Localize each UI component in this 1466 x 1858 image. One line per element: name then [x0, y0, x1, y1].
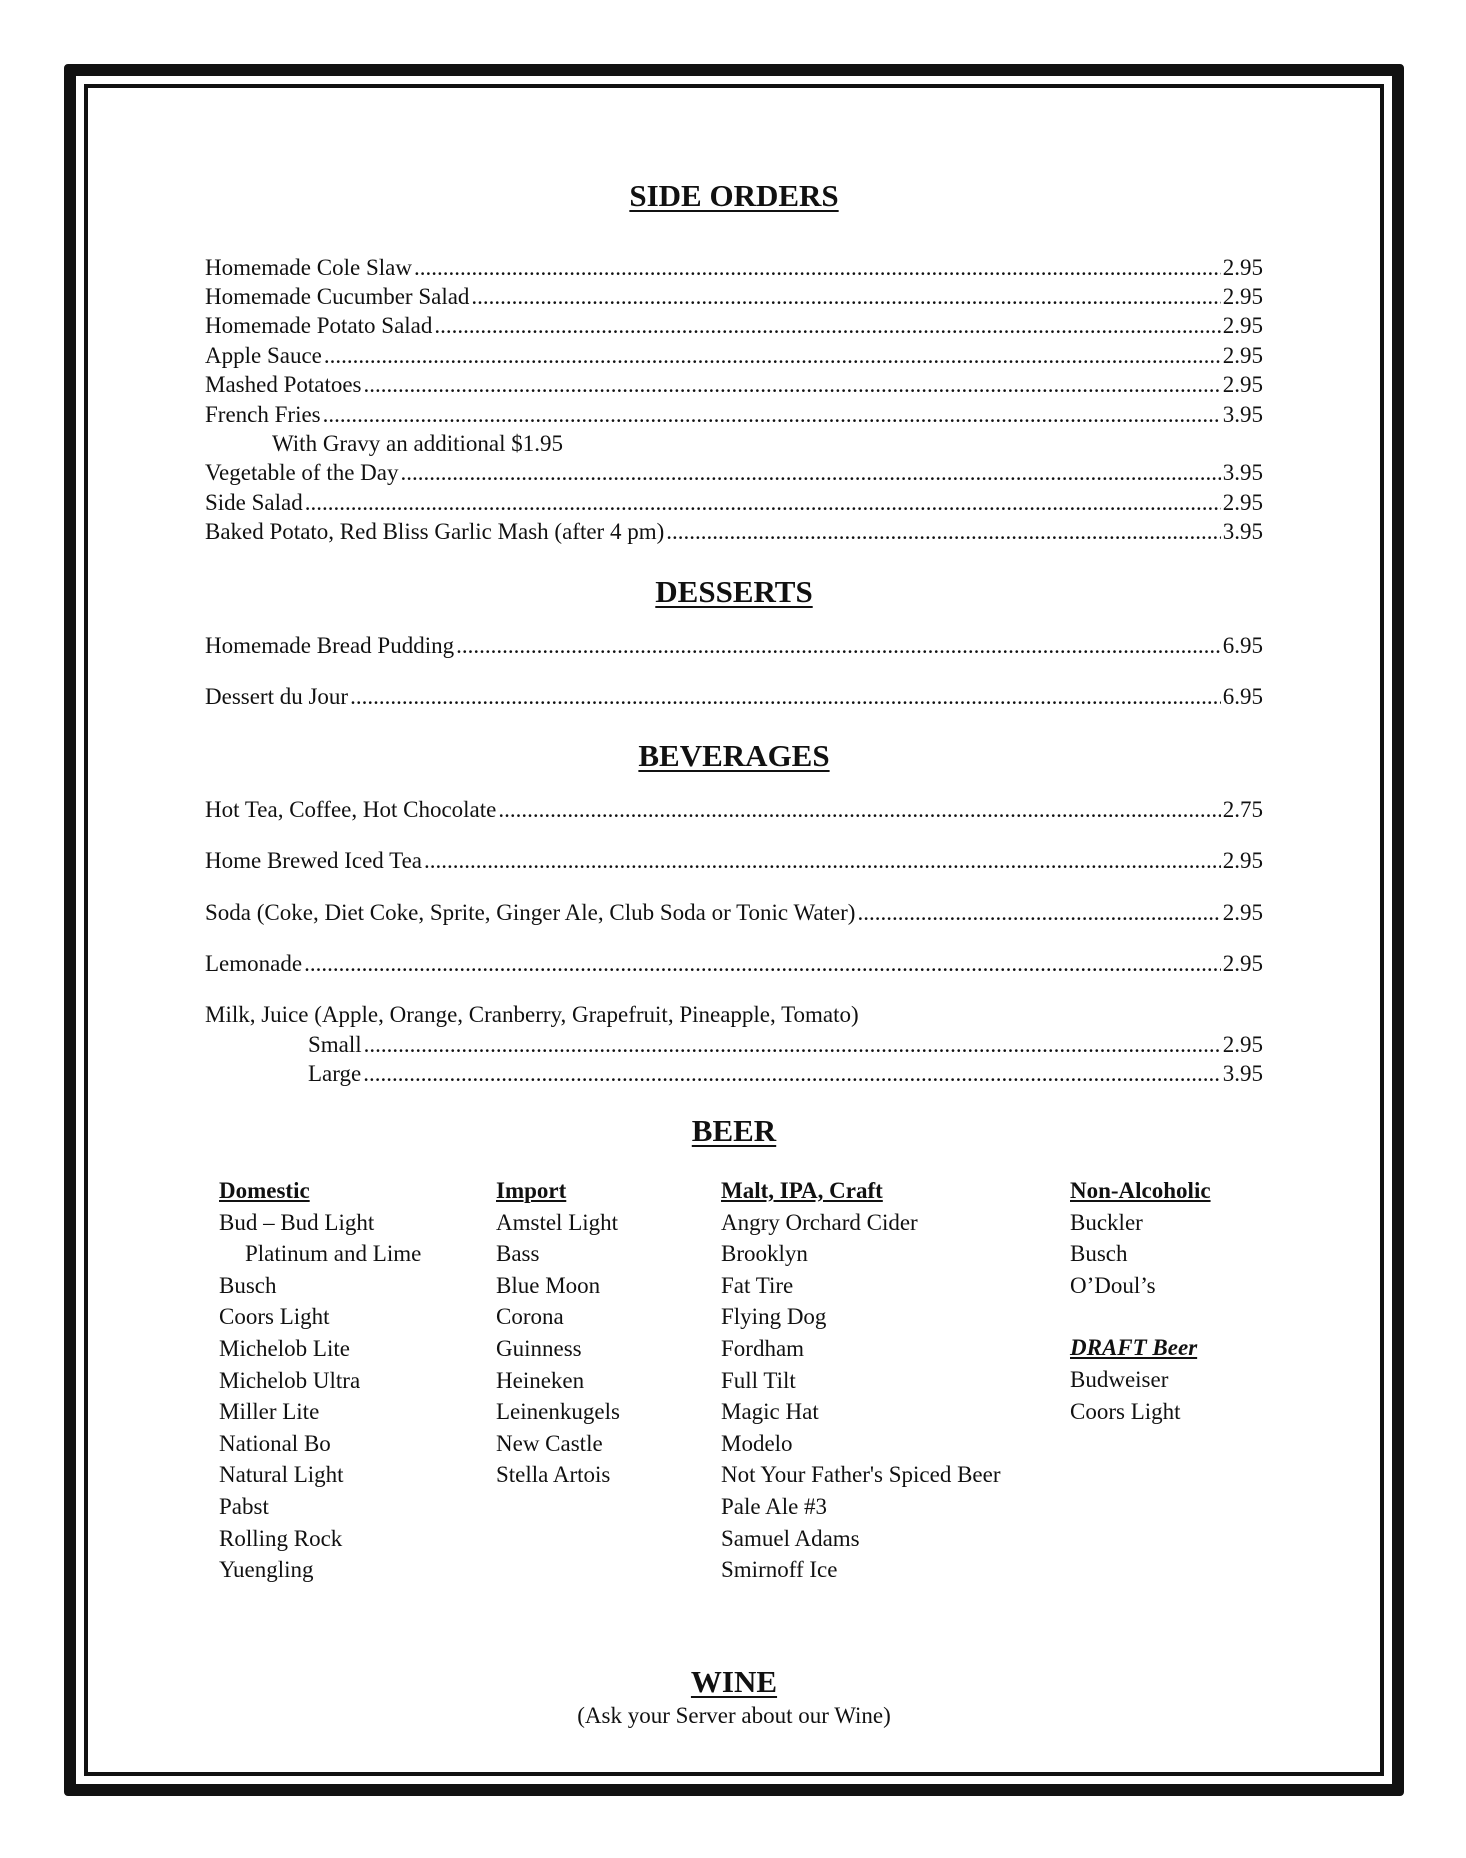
beer-craft-column: [721, 1175, 1000, 1586]
menu-item: Apple Sauce ..... 2.95: [205, 341, 1263, 371]
beer-item: Rolling Rock: [219, 1525, 343, 1551]
beer-item: Pale Ale #3: [721, 1493, 828, 1519]
beer-item: Not Your Father's Spiced Beer: [721, 1462, 1001, 1488]
draft-beer-heading: DRAFT Beer: [1070, 1335, 1198, 1361]
beer-column-heading: Non-Alcoholic: [1070, 1178, 1211, 1203]
beer-item: Bud – Bud Light: [219, 1209, 375, 1235]
wine-title: WINE: [690, 1664, 778, 1699]
beer-item: Buckler: [1070, 1209, 1143, 1235]
beer-item: Smirnoff Ice: [721, 1557, 838, 1583]
beer-item: Modelo: [721, 1430, 793, 1456]
beer-item: National Bo: [219, 1430, 331, 1456]
menu-item: Homemade Potato Salad ..... 2.95: [205, 311, 1263, 341]
beer-item: Coors Light: [219, 1304, 330, 1330]
beverages-title: BEVERAGES: [638, 738, 830, 773]
menu-item: Hot Tea, Coffee, Hot Chocolate ..... 2.75: [205, 795, 1263, 825]
menu-item: Mashed Potatoes ..... 2.95: [205, 370, 1263, 400]
menu-item: Small ..... 2.95: [308, 1030, 1263, 1060]
menu-item: Homemade Bread Pudding ..... 6.95: [205, 631, 1263, 661]
beer-item: Yuengling: [219, 1557, 314, 1583]
menu-item: Lemonade ..... 2.95: [205, 949, 1263, 979]
menu-item: Homemade Cole Slaw ..... 2.95: [205, 253, 1263, 283]
wine-note: (Ask your Server about our Wine): [577, 1703, 891, 1728]
beer-domestic-column: [219, 1175, 421, 1586]
beer-column-heading: Import: [496, 1178, 567, 1203]
beer-non-alcoholic-column: [1070, 1175, 1211, 1427]
menu-item: Large ..... 3.95: [308, 1059, 1263, 1089]
beer-item: Brooklyn: [721, 1241, 808, 1267]
beer-item: Flying Dog: [721, 1304, 827, 1330]
beer-item: O’Doul’s: [1070, 1272, 1156, 1298]
beer-item: Angry Orchard Cider: [721, 1209, 918, 1235]
menu-item: Baked Potato, Red Bliss Garlic Mash (after 4 pm) ..... 3.95: [205, 517, 1263, 547]
beer-item: Busch: [1070, 1241, 1128, 1267]
beer-item: Miller Lite: [219, 1399, 320, 1425]
beer-item: Corona: [496, 1304, 564, 1330]
beer-item: Natural Light: [219, 1462, 344, 1488]
menu-item: French Fries ..... 3.95: [205, 400, 1263, 430]
menu-item: Side Salad ..... 2.95: [205, 488, 1263, 518]
beer-item: Blue Moon: [496, 1272, 601, 1298]
beer-item: New Castle: [496, 1430, 603, 1456]
beer-item: Busch: [219, 1272, 277, 1298]
beer-item: Coors Light: [1070, 1398, 1181, 1424]
beer-item: Platinum and Lime: [245, 1241, 422, 1267]
beer-item: Magic Hat: [721, 1399, 819, 1425]
beer-item: Samuel Adams: [721, 1525, 860, 1551]
beer-item: Michelob Lite: [219, 1335, 350, 1361]
beer-import-column: [496, 1175, 620, 1491]
menu-item: Dessert du Jour ..... 6.95: [205, 682, 1263, 712]
menu-item: Vegetable of the Day ..... 3.95: [205, 458, 1263, 488]
beer-item: Budweiser: [1070, 1366, 1169, 1392]
beer-item: Stella Artois: [496, 1462, 611, 1488]
milk-juice-label: Milk, Juice (Apple, Orange, Cranberry, Grapefruit, Pineapple, Tomato): [205, 1002, 859, 1027]
beer-title: BEER: [691, 1113, 777, 1148]
beer-item: Leinenkugels: [496, 1399, 620, 1425]
beer-item: Pabst: [219, 1493, 269, 1519]
menu-item: Homemade Cucumber Salad ..... 2.95: [205, 282, 1263, 312]
menu-item: Home Brewed Iced Tea ..... 2.95: [205, 846, 1263, 876]
beer-item: Michelob Ultra: [219, 1367, 361, 1393]
beer-item: Heineken: [496, 1367, 585, 1393]
menu-item: Soda (Coke, Diet Coke, Sprite, Ginger Ale, Club Soda or Tonic Water) ..... 2.95: [205, 898, 1263, 928]
beer-item: Full Tilt: [721, 1367, 796, 1393]
beer-item: Amstel Light: [496, 1209, 619, 1235]
beer-item: Fat Tire: [721, 1272, 794, 1298]
beer-column-heading: Malt, IPA, Craft: [721, 1178, 883, 1203]
beer-item: Guinness: [496, 1335, 582, 1361]
desserts-title: DESSERTS: [655, 574, 813, 609]
beer-item: Bass: [496, 1241, 540, 1267]
fries-gravy-note: With Gravy an additional $1.95: [272, 431, 563, 456]
beer-column-heading: Domestic: [219, 1178, 310, 1203]
side-orders-title: SIDE ORDERS: [629, 178, 839, 213]
beer-item: Fordham: [721, 1335, 805, 1361]
